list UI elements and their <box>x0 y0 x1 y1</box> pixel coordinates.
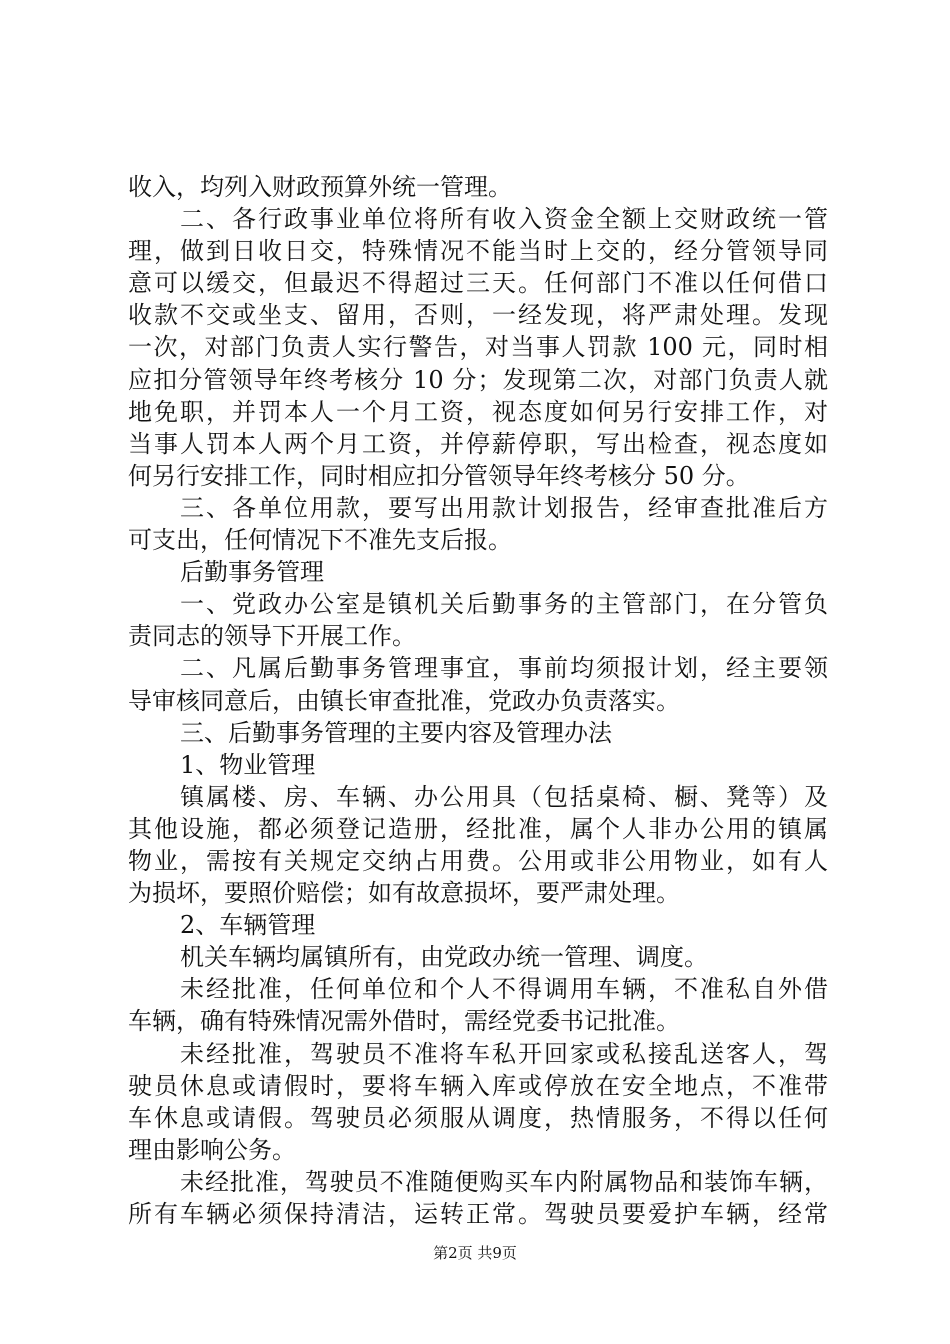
text-line: 何另行安排工作，同时相应扣分管领导年终考核分 50 分。 <box>128 461 750 490</box>
text-line: 镇属楼、房、车辆、办公用具（包括桌椅、橱、凳等）及 <box>180 782 828 811</box>
text-line: 所有车辆必须保持清洁，运转正常。驾驶员要爱护车辆，经常 <box>128 1200 828 1228</box>
text-line: 二、各行政事业单位将所有收入资金全额上交财政统一管 <box>180 205 828 234</box>
page-number: 第2页 共9页 <box>433 1244 517 1262</box>
text-line: 地免职，并罚本人一个月工资，视态度如何另行安排工作，对 <box>128 397 828 426</box>
text-line: 可支出，任何情况下不准先支后报。 <box>128 526 512 555</box>
text-line: 后勤事务管理 <box>180 558 324 587</box>
text-line: 收入，均列入财政预算外统一管理。 <box>128 173 512 201</box>
text-line: 一次，对部门负责人实行警告，对当事人罚款 100 元，同时相 <box>128 333 828 362</box>
text-line: 其他设施，都必须登记造册，经批准，属个人非办公用的镇属 <box>128 814 828 843</box>
text-line: 为损坏，要照价赔偿；如有故意损坏，要严肃处理。 <box>128 879 680 908</box>
body-text <box>128 171 828 1230</box>
text-line: 车休息或请假。驾驶员必须服从调度，热情服务，不得以任何 <box>128 1103 828 1132</box>
text-line: 理，做到日收日交，特殊情况不能当时上交的，经分管领导同 <box>128 237 828 266</box>
text-line: 应扣分管领导年终考核分 10 分；发现第二次，对部门负责人就 <box>128 365 828 394</box>
text-line: 理由影响公务。 <box>128 1135 296 1164</box>
text-line: 意可以缓交，但最迟不得超过三天。任何部门不准以任何借口 <box>128 269 828 298</box>
text-line: 2、车辆管理 <box>180 911 316 940</box>
text-line: 机关车辆均属镇所有，由党政办统一管理、调度。 <box>180 943 708 972</box>
text-line: 二、凡属后勤事务管理事宜，事前均须报计划，经主要领 <box>180 654 828 683</box>
text-line: 当事人罚本人两个月工资，并停薪停职，写出检查，视态度如 <box>128 429 828 458</box>
text-line: 责同志的领导下开展工作。 <box>128 622 416 651</box>
text-line: 三、各单位用款，要写出用款计划报告，经审查批准后方 <box>180 493 828 522</box>
text-line: 1、物业管理 <box>180 750 316 779</box>
text-line: 导审核同意后，由镇长审查批准，党政办负责落实。 <box>128 686 680 715</box>
text-line: 未经批准，驾驶员不准随便购买车内附属物品和装饰车辆， <box>180 1167 828 1196</box>
text-line: 未经批准，任何单位和个人不得调用车辆，不准私自外借 <box>180 975 828 1004</box>
text-line: 一、党政办公室是镇机关后勤事务的主管部门，在分管负 <box>180 590 828 619</box>
text-line: 未经批准，驾驶员不准将车私开回家或私接乱送客人，驾 <box>180 1039 828 1068</box>
text-line: 收款不交或坐支、留用，否则，一经发现，将严肃处理。发现 <box>128 301 828 330</box>
text-line: 三、后勤事务管理的主要内容及管理办法 <box>180 718 612 747</box>
text-line: 车辆，确有特殊情况需外借时，需经党委书记批准。 <box>128 1007 680 1036</box>
text-line: 驶员休息或请假时，要将车辆入库或停放在安全地点，不准带 <box>128 1071 828 1100</box>
text-line: 物业，需按有关规定交纳占用费。公用或非公用物业，如有人 <box>128 846 828 875</box>
